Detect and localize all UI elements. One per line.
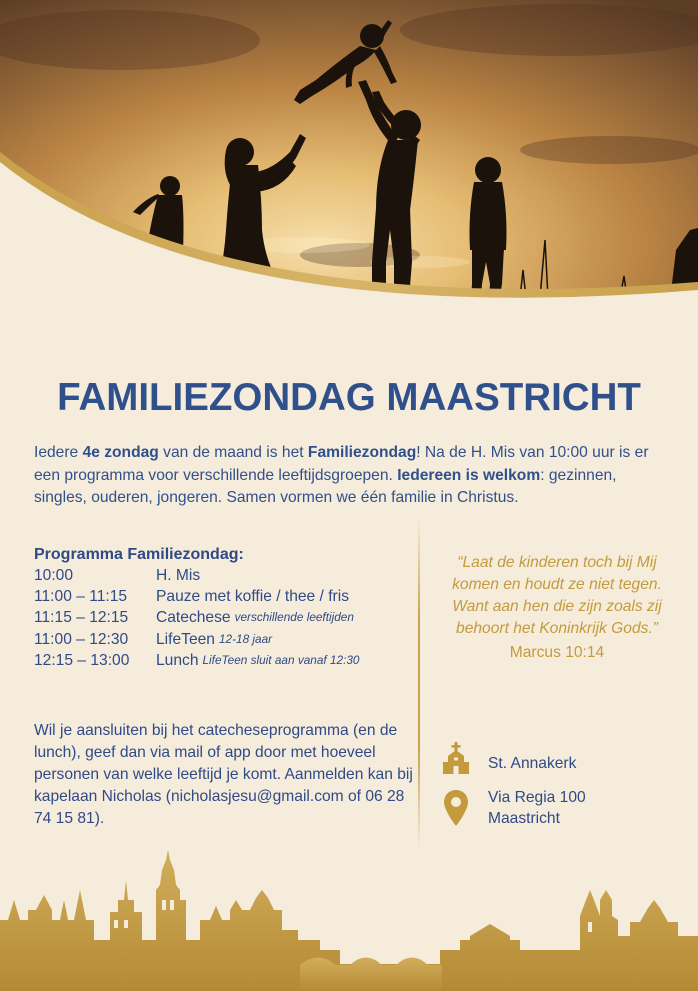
program-time: 11:00 – 12:30 (34, 630, 129, 648)
signup-paragraph: Wil je aansluiten bij het catecheseprogramma (en de lunch), geef dan via mail of app door met hoeveel personen van welke leeftijd je komt. Aanmelden kan bij kapelaan Nicholas (nicholasjesu@gmail.com of 06 28 74 15 81). (34, 722, 413, 827)
address-line-2: Maastricht (488, 810, 560, 827)
program-row (34, 629, 414, 650)
program-event: Lunch (156, 651, 199, 669)
page-title: FAMILIEZONDAG MAASTRICHT (57, 376, 641, 419)
church-name: St. Annakerk (488, 755, 577, 772)
program-time: 10:00 (34, 567, 74, 584)
program-note: verschillende leeftijden (234, 610, 354, 625)
bible-quote: “Laat de kinderen toch bij Mij komen en houdt ze niet tegen. Want aan hen die zijn zoals zij behoort het Koninkrijk Gods.” (452, 554, 662, 637)
church-icon (443, 742, 469, 774)
program-heading: Programma Familiezondag: (34, 546, 244, 563)
program-time: 11:15 – 12:15 (34, 609, 129, 627)
program-schedule (34, 544, 414, 671)
city-skyline (0, 840, 698, 991)
map-pin-icon (444, 790, 468, 826)
program-event: H. Mis (156, 567, 201, 584)
program-event: LifeTeen (156, 630, 215, 648)
program-event: Catechese (156, 609, 231, 627)
program-row (34, 565, 414, 586)
quote-reference: Marcus 10:14 (509, 644, 605, 661)
program-row (34, 586, 414, 607)
intro-paragraph: Iedere 4e zondag van de maand is het Familiezondag! Na de H. Mis van 10:00 uur is er een programma voor verschillende leeftijdsgroepen. Iedereen is welkom: gezinnen, singles, ouderen, jongeren. Samen vormen we één familie in Christus. (34, 444, 649, 506)
program-time: 11:00 – 11:15 (34, 588, 128, 606)
column-divider (418, 518, 420, 848)
hero-image (0, 0, 698, 340)
program-event: Pauze met koffie / thee / fris (156, 588, 349, 606)
program-row (34, 650, 414, 671)
program-note: 12-18 jaar (218, 631, 273, 646)
address (488, 787, 586, 829)
program-note: LifeTeen sluit aan vanaf 12:30 (202, 652, 360, 667)
address-line-1: Via Regia 100 (488, 789, 586, 806)
program-time: 12:15 – 13:00 (34, 651, 130, 669)
program-row (34, 607, 414, 628)
